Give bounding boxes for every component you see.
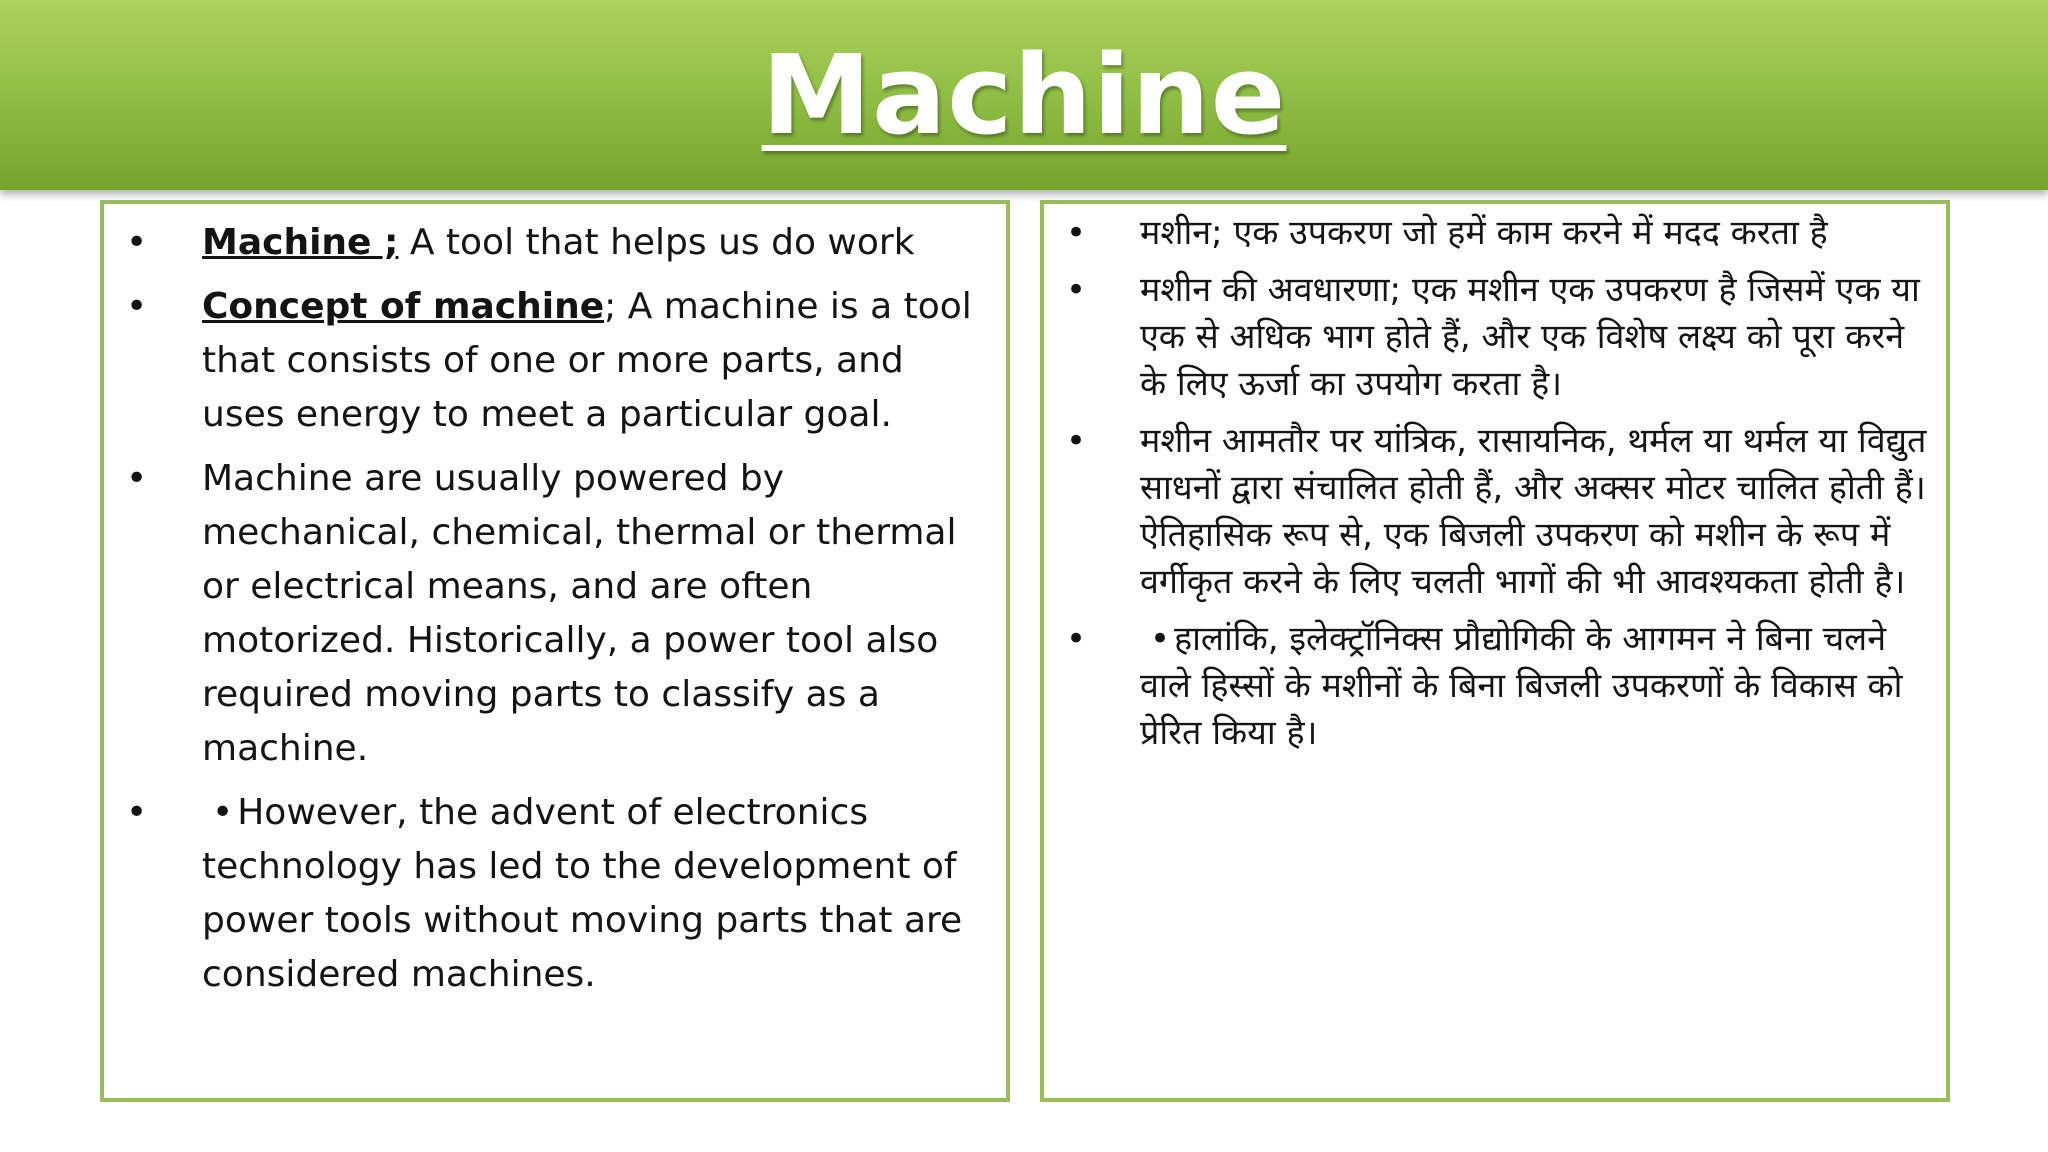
- title-banner: [0, 0, 2048, 190]
- bullet-dot: •: [126, 222, 148, 263]
- hindi-power-sources-text: मशीन आमतौर पर यांत्रिक, रासायनिक, थर्मल या थर्मल या विद्युत साधनों द्वारा संचालित होती हैं, और अक्सर मोटर चालित होती हैं। ऐतिहासिक रूप से, एक बिजली उपकरण को मशीन के रूप में वर्गीकृत करने के लिए चलती भागों की भी आवश्यकता होती है।: [1140, 421, 1927, 602]
- inner-bullet-dot: •: [1150, 619, 1171, 659]
- bullet-dot: •: [1066, 619, 1087, 659]
- bullet-item-concept-of-machine: [126, 280, 986, 442]
- hindi-text-panel: [1040, 200, 1950, 1102]
- hindi-bullet-item-electronics: [1066, 616, 1932, 757]
- hindi-bullet-list: [1066, 210, 1932, 767]
- inner-bullet-dot: •: [212, 792, 234, 833]
- bullet-dot: •: [1066, 213, 1087, 253]
- bullet-dot: •: [126, 792, 148, 833]
- hindi-electronics-text: हालांकि, इलेक्ट्रॉनिक्स प्रौद्योगिकी के आगमन ने बिना चलने वाले हिस्सों के मशीनों के बिना बिजली उपकरणों के विकास को प्रेरित किया है।: [1140, 619, 1903, 753]
- hindi-bullet-item-machine-definition: [1066, 210, 1932, 257]
- bullet-item-machine-definition: [126, 216, 986, 270]
- bullet-dot: •: [126, 458, 148, 499]
- term-machine: Machine ;: [202, 222, 399, 263]
- bullet-dot: •: [1066, 421, 1087, 461]
- electronics-text: However, the advent of electronics technology has led to the development of power tools without moving parts that are considered machines.: [202, 792, 963, 995]
- definition-text: A tool that helps us do work: [398, 222, 915, 263]
- hindi-concept-text: मशीन की अवधारणा; एक मशीन एक उपकरण है जिसमें एक या एक से अधिक भाग होते हैं, और एक विशेष लक्ष्य को पूरा करने के लिए ऊर्जा का उपयोग करता है।: [1140, 270, 1920, 404]
- slide-title: Machine: [761, 31, 1287, 159]
- power-sources-text: Machine are usually powered by mechanical, chemical, thermal or thermal or electrical means, and are often motorized. Historically, a power tool also required moving parts to classify as a machine.: [202, 458, 957, 769]
- hindi-bullet-item-power-sources: [1066, 418, 1932, 606]
- english-bullet-list: [126, 216, 986, 1012]
- bullet-item-electronics: [126, 786, 986, 1002]
- hindi-bullet-item-concept-of-machine: [1066, 267, 1932, 408]
- bullet-dot: •: [1066, 270, 1087, 310]
- term-concept-of-machine: Concept of machine: [202, 286, 605, 327]
- concept-text: ; A machine is a tool that consists of one or more parts, and uses energy to meet a particular goal.: [202, 286, 972, 435]
- bullet-item-power-sources: [126, 452, 986, 776]
- bullet-dot: •: [126, 286, 148, 327]
- english-text-panel: [100, 200, 1010, 1102]
- hindi-definition-text: मशीन; एक उपकरण जो हमें काम करने में मदद करता है: [1140, 213, 1828, 253]
